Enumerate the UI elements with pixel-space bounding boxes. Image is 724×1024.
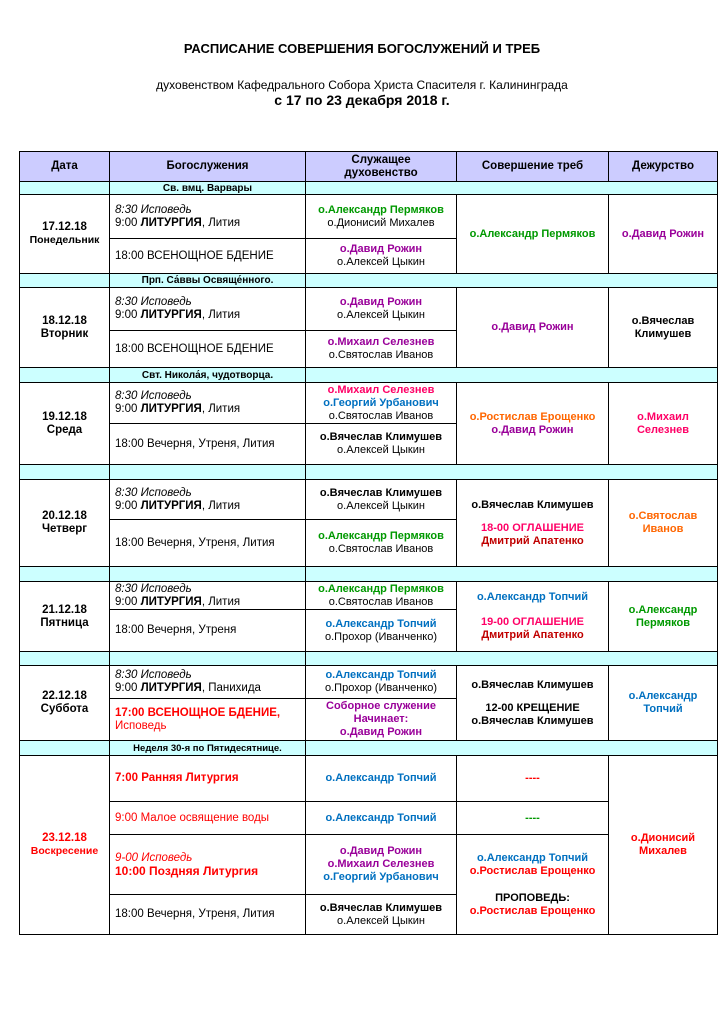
day-date-cell: 22.12.18 Суббота bbox=[19, 665, 110, 741]
duty-cell: о.Давид Рожин bbox=[608, 194, 718, 274]
rites-cell: о.Ростислав Ерощенко о.Давид Рожин bbox=[456, 382, 609, 465]
clergy-morning: о.Александр Пермяков о.Святослав Иванов bbox=[305, 581, 457, 610]
service-evening: 18:00 Вечерня, Утреня bbox=[109, 609, 306, 652]
clergy-evening: о.Давид Рожин о.Алексей Цыкин bbox=[305, 238, 457, 274]
service-morning: 8:30 Исповедь 9:00 ЛИТУРГИЯ, Лития bbox=[109, 382, 306, 424]
day-date-cell: 17.12.18 Понедельник bbox=[19, 194, 110, 274]
clergy-morning: о.Александр Топчий о.Прохор (Иванченко) bbox=[305, 665, 457, 699]
day-date-cell: 20.12.18 Четверг bbox=[19, 479, 110, 567]
clergy-water-blessing: о.Александр Топчий bbox=[305, 801, 457, 835]
service-morning: 8:30 Исповедь 9:00 ЛИТУРГИЯ, Лития bbox=[109, 287, 306, 331]
service-evening: 18:00 Вечерня, Утреня, Лития bbox=[109, 423, 306, 465]
col-services-header: Богослужения bbox=[109, 151, 306, 182]
service-morning: 8:30 Исповедь 9:00 ЛИТУРГИЯ, Лития bbox=[109, 479, 306, 520]
duty-cell: о.Святослав Иванов bbox=[608, 479, 718, 567]
duty-cell: о.Дионисий Михалев bbox=[608, 755, 718, 935]
duty-cell: о.Вячеслав Климушев bbox=[608, 287, 718, 368]
clergy-evening: Соборное служение Начинает: о.Давид Рожин bbox=[305, 698, 457, 741]
service-evening: 17:00 ВСЕНОЩНОЕ БДЕНИЕ, Исповедь bbox=[109, 698, 306, 741]
rites-cell: о.Давид Рожин bbox=[456, 287, 609, 368]
clergy-morning: о.Александр Пермяков о.Дионисий Михалев bbox=[305, 194, 457, 239]
duty-cell: о.Александр Топчий bbox=[608, 665, 718, 741]
feast-label: Неделя 30-я по Пятидесятнице. bbox=[109, 740, 306, 756]
rites-late: о.Александр Топчий о.Ростислав Ерощенко ПРОПОВЕДЬ: о.Ростислав Ерощенко bbox=[456, 834, 609, 935]
feast-label: Прп. Са́ввы Освяще́нного. bbox=[109, 273, 306, 288]
service-evening: 18:00 Вечерня, Утреня, Лития bbox=[109, 519, 306, 567]
day-date-cell: 21.12.18 Пятница bbox=[19, 581, 110, 652]
service-early-liturgy: 7:00 Ранняя Литургия bbox=[109, 755, 306, 802]
clergy-morning: о.Вячеслав Климушев о.Алексей Цыкин bbox=[305, 479, 457, 520]
service-late-liturgy: 9-00 Исповедь 10:00 Поздняя Литургия bbox=[109, 834, 306, 895]
duty-cell: о.Александр Пермяков bbox=[608, 581, 718, 652]
rites-cell: о.Вячеслав Климушев 18-00 ОГЛАШЕНИЕ Дмитрий Апатенко bbox=[456, 479, 609, 567]
rites-early: ---- bbox=[456, 755, 609, 802]
day-date-cell: 18.12.18 Вторник bbox=[19, 287, 110, 368]
date-range: с 17 по 23 декабря 2018 г. bbox=[274, 92, 450, 108]
page-title: РАСПИСАНИЕ СОВЕРШЕНИЯ БОГОСЛУЖЕНИЙ И ТРЕБ bbox=[183, 41, 541, 56]
clergy-late-liturgy: о.Давид Рожин о.Михаил Селезнев о.Георгий Урбанович bbox=[305, 834, 457, 895]
service-water-blessing: 9:00 Малое освящение воды bbox=[109, 801, 306, 835]
page-subtitle: духовенством Кафедрального Собора Христа Спасителя г. Калининграда bbox=[156, 78, 568, 92]
service-morning: 8:30 Исповедь 9:00 ЛИТУРГИЯ, Лития bbox=[109, 194, 306, 239]
col-date-header: Дата bbox=[19, 151, 110, 182]
clergy-morning: о.Михаил Селезнев о.Георгий Урбанович о.Святослав Иванов bbox=[305, 382, 457, 424]
rites-water: ---- bbox=[456, 801, 609, 835]
service-evening: 18:00 Вечерня, Утреня, Лития bbox=[109, 894, 306, 935]
schedule-table bbox=[19, 151, 718, 935]
clergy-evening: о.Александр Топчий о.Прохор (Иванченко) bbox=[305, 609, 457, 652]
feast-label: Свт. Никола́я, чудотворца. bbox=[109, 367, 306, 383]
day-date-cell: 23.12.18 Воскресение bbox=[19, 755, 110, 935]
feast-label: Св. вмц. Варвары bbox=[109, 181, 306, 195]
rites-cell: о.Вячеслав Климушев 12-00 КРЕЩЕНИЕ о.Вячеслав Климушев bbox=[456, 665, 609, 741]
clergy-evening: о.Александр Пермяков о.Святослав Иванов bbox=[305, 519, 457, 567]
clergy-evening: о.Михаил Селезнев о.Святослав Иванов bbox=[305, 330, 457, 368]
clergy-evening: о.Вячеслав Климушев о.Алексей Цыкин bbox=[305, 423, 457, 465]
col-clergy-header: Служащее духовенство bbox=[305, 151, 457, 182]
duty-cell: о.Михаил Селезнев bbox=[608, 382, 718, 465]
service-evening: 18:00 ВСЕНОЩНОЕ БДЕНИЕ bbox=[109, 330, 306, 368]
col-rites-header: Совершение треб bbox=[456, 151, 609, 182]
day-date-cell: 19.12.18 Среда bbox=[19, 382, 110, 465]
clergy-evening: о.Вячеслав Климушев о.Алексей Цыкин bbox=[305, 894, 457, 935]
service-morning: 8:30 Исповедь 9:00 ЛИТУРГИЯ, Лития bbox=[109, 581, 306, 610]
rites-cell: о.Александр Пермяков bbox=[456, 194, 609, 274]
clergy-morning: о.Давид Рожин о.Алексей Цыкин bbox=[305, 287, 457, 331]
clergy-early-liturgy: о.Александр Топчий bbox=[305, 755, 457, 802]
service-morning: 8:30 Исповедь 9:00 ЛИТУРГИЯ, Панихида bbox=[109, 665, 306, 699]
service-evening: 18:00 ВСЕНОЩНОЕ БДЕНИЕ bbox=[109, 238, 306, 274]
col-duty-header: Дежурство bbox=[608, 151, 718, 182]
rites-cell: о.Александр Топчий 19-00 ОГЛАШЕНИЕ Дмитрий Апатенко bbox=[456, 581, 609, 652]
